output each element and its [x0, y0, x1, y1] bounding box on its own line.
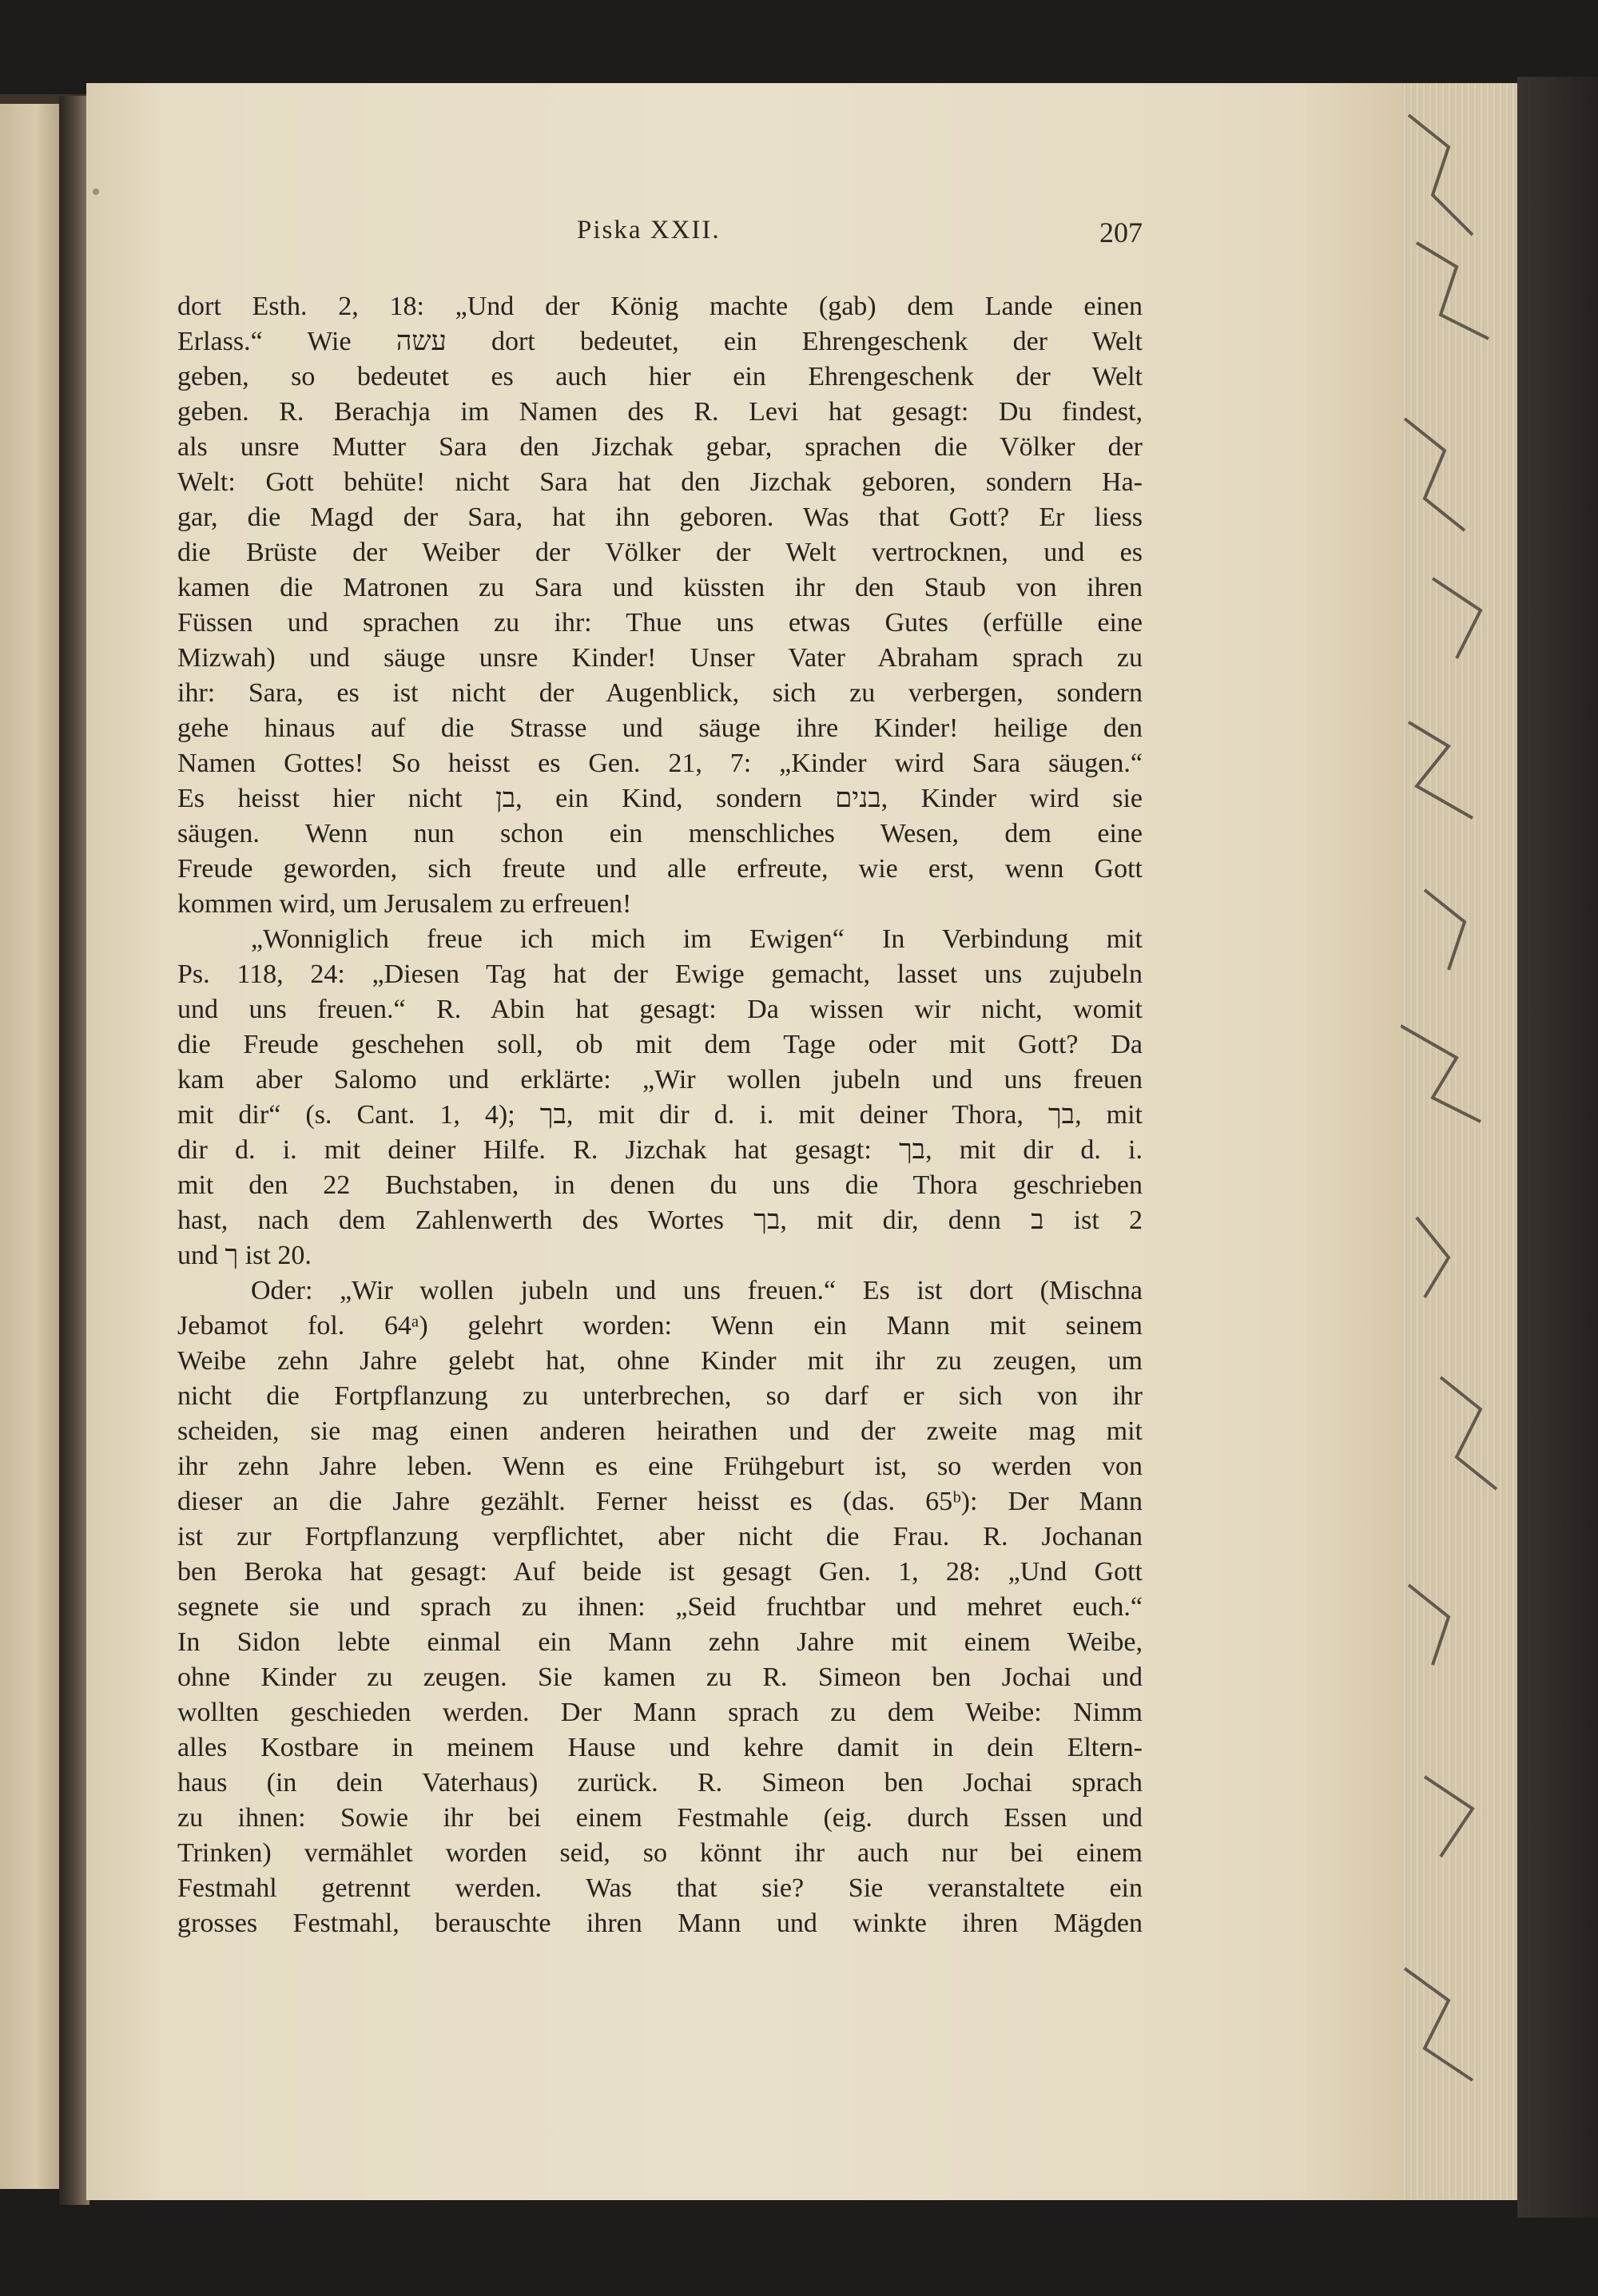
- text-line: hast, nach dem Zahlenwerth des Wortes בך, mit dir, denn ב ist 2: [177, 1206, 1143, 1235]
- text-line: Freude geworden, sich freute und alle erfreute, wie erst, wenn Gott: [177, 854, 1143, 884]
- text-line: grosses Festmahl, berauschte ihren Mann und winkte ihren Mägden: [177, 1909, 1143, 1938]
- text-line: Mizwah) und säuge unsre Kinder! Unser Vater Abraham sprach zu: [177, 643, 1143, 673]
- text-line: als unsre Mutter Sara den Jizchak gebar, sprachen die Völker der: [177, 432, 1143, 462]
- text-line: Füssen und sprachen zu ihr: Thue uns etwas Gutes (erfülle eine: [177, 608, 1143, 638]
- marbled-edge-pattern: [1401, 83, 1517, 2200]
- text-line: die Brüste der Weiber der Völker der Welt vertrocknen, und es: [177, 538, 1143, 567]
- text-line: Welt: Gott behüte! nicht Sara hat den Jizchak geboren, sondern Ha-: [177, 467, 1143, 497]
- text-line: Erlass.“ Wie עשה dort bedeutet, ein Ehrengeschenk der Welt: [177, 327, 1143, 356]
- text-line: die Freude geschehen soll, ob mit dem Tage oder mit Gott? Da: [177, 1030, 1143, 1059]
- text-line: gehe hinaus auf die Strasse und säuge ihre Kinder! heilige den: [177, 713, 1143, 743]
- text-line: Ps. 118, 24: „Diesen Tag hat der Ewige gemacht, lasset uns zujubeln: [177, 959, 1143, 989]
- text-line: zu ihnen: Sowie ihr bei einem Festmahle (eig. durch Essen und: [177, 1803, 1143, 1833]
- text-line: „Wonniglich freue ich mich im Ewigen“ In Verbindung mit: [251, 924, 1143, 954]
- book-cover-edge: [1517, 77, 1598, 2218]
- text-line: In Sidon lebte einmal ein Mann zehn Jahre mit einem Weibe,: [177, 1627, 1143, 1657]
- text-line: dort Esth. 2, 18: „Und der König machte (gab) dem Lande einen: [177, 292, 1143, 321]
- text-line: und ך ist 20.: [177, 1241, 312, 1270]
- page-number: 207: [1099, 216, 1143, 248]
- text-line: geben, so bedeutet es auch hier ein Ehrengeschenk der Welt: [177, 362, 1143, 391]
- text-line: Jebamot fol. 64ᵃ) gelehrt worden: Wenn ein Mann mit seinem: [177, 1311, 1143, 1341]
- text-line: Es heisst hier nicht בן, ein Kind, sondern בנים, Kinder wird sie: [177, 784, 1143, 813]
- text-line: Weibe zehn Jahre gelebt hat, ohne Kinder mit ihr zu zeugen, um: [177, 1346, 1143, 1376]
- text-line: dieser an die Jahre gezählt. Ferner heisst es (das. 65ᵇ): Der Mann: [177, 1487, 1143, 1516]
- fore-edge: [1401, 83, 1517, 2200]
- page-header: [177, 216, 1143, 256]
- text-line: ihr zehn Jahre leben. Wenn es eine Frühgeburt ist, so werden von: [177, 1452, 1143, 1481]
- text-line: geben. R. Berachja im Namen des R. Levi hat gesagt: Du findest,: [177, 397, 1143, 427]
- text-line: Festmahl getrennt werden. Was that sie? Sie veranstaltete ein: [177, 1873, 1143, 1903]
- text-line: kommen wird, um Jerusalem zu erfreuen!: [177, 889, 632, 919]
- text-line: säugen. Wenn nun schon ein menschliches Wesen, dem eine: [177, 819, 1143, 848]
- left-page-edge: [0, 104, 59, 2189]
- text-line: ben Beroka hat gesagt: Auf beide ist gesagt Gen. 1, 28: „Und Gott: [177, 1557, 1143, 1587]
- text-line: nicht die Fortpflanzung zu unterbrechen, so darf er sich von ihr: [177, 1381, 1143, 1411]
- text-line: haus (in dein Vaterhaus) zurück. R. Simeon ben Jochai sprach: [177, 1768, 1143, 1797]
- text-line: gar, die Magd der Sara, hat ihn geboren. Was that Gott? Er liess: [177, 502, 1143, 532]
- text-line: kam aber Salomo und erklärte: „Wir wollen jubeln und uns freuen: [177, 1065, 1143, 1094]
- page-speck: [93, 189, 99, 195]
- text-line: Trinken) vermählet worden seid, so könnt ihr auch nur bei einem: [177, 1838, 1143, 1868]
- text-line: dir d. i. mit deiner Hilfe. R. Jizchak hat gesagt: בך, mit dir d. i.: [177, 1135, 1143, 1165]
- text-line: ohne Kinder zu zeugen. Sie kamen zu R. Simeon ben Jochai und: [177, 1662, 1143, 1692]
- text-line: alles Kostbare in meinem Hause und kehre damit in dein Eltern-: [177, 1733, 1143, 1762]
- text-line: ihr: Sara, es ist nicht der Augenblick, sich zu verbergen, sondern: [177, 678, 1143, 708]
- text-line: ist zur Fortpflanzung verpflichtet, aber nicht die Frau. R. Jochanan: [177, 1522, 1143, 1551]
- text-line: wollten geschieden werden. Der Mann sprach zu dem Weibe: Nimm: [177, 1698, 1143, 1727]
- text-line: Oder: „Wir wollen jubeln und uns freuen.“ Es ist dort (Mischna: [251, 1276, 1143, 1305]
- text-line: segnete sie und sprach zu ihnen: „Seid fruchtbar und mehret euch.“: [177, 1592, 1143, 1622]
- text-line: kamen die Matronen zu Sara und küssten ihr den Staub von ihren: [177, 573, 1143, 602]
- body-text: [177, 289, 1143, 1941]
- book-gutter: [59, 96, 89, 2205]
- text-line: mit den 22 Buchstaben, in denen du uns die Thora geschrieben: [177, 1170, 1143, 1200]
- text-line: und uns freuen.“ R. Abin hat gesagt: Da wissen wir nicht, womit: [177, 995, 1143, 1024]
- text-line: scheiden, sie mag einen anderen heirathen und der zweite mag mit: [177, 1416, 1143, 1446]
- text-line: mit dir“ (s. Cant. 1, 4); בך, mit dir d. i. mit deiner Thora, בך, mit: [177, 1100, 1143, 1130]
- running-head: Piska XXII.: [577, 216, 721, 244]
- text-line: Namen Gottes! So heisst es Gen. 21, 7: „Kinder wird Sara säugen.“: [177, 749, 1143, 778]
